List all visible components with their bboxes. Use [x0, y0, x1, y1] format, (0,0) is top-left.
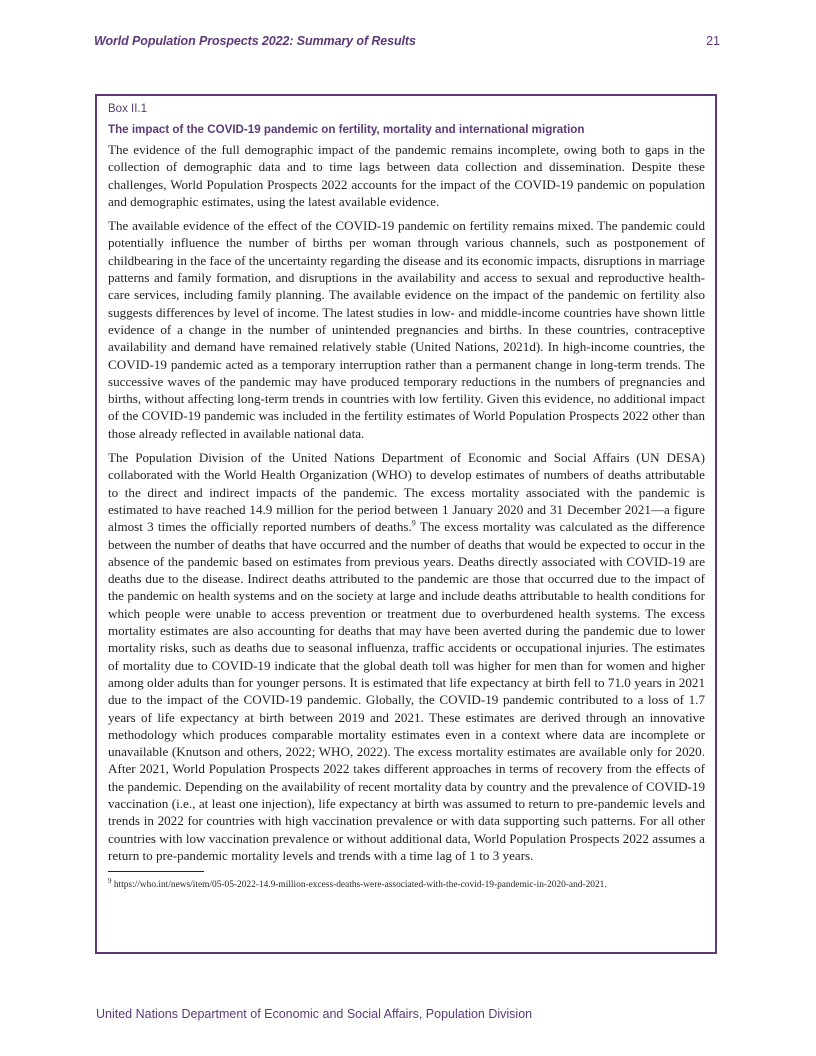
- footnote-reference[interactable]: 9: [411, 518, 416, 528]
- footnote: [108, 875, 705, 891]
- footnote-mark: 9: [108, 877, 112, 886]
- running-header-title: World Population Prospects 2022: Summary of Results: [94, 34, 416, 48]
- paragraph-2: The available evidence of the effect of the COVID-19 pandemic on fertility remains mixed. The pandemic could potentially influence the number of births per woman through various channels, such as postponement of childbearing in the face of the uncertainty regarding the disease and its economic impacts, disruptions in marriage patterns and family formation, and disruptions in the availability and access to sexual and reproductive health-care services, including family planning. The available evidence on the impact of the pandemic on fertility also suggests differences by level of income. The latest studies in low- and middle-income countries have shown little evidence of a change in the number of unintended pregnancies and births. In these countries, contraceptive availability and demand have remained relatively stable (United Nations, 2021d). In high-income countries, the COVID-19 pandemic acted as a temporary interruption rather than a permanent change in long-term trends. The successive waves of the pandemic may have produced temporary reductions in the numbers of pregnancies and births, without affecting long-term trends in countries with low fertility. Given this evidence, no additional impact of the COVID-19 pandemic was included in the fertility estimates of World Population Prospects 2022 other than those already reflected in available national data.: [108, 218, 705, 441]
- footnote-divider: [108, 871, 204, 872]
- page-number: 21: [706, 34, 720, 48]
- paragraph-3-part-1: The Population Division of the United Nations Department of Economic and Social Affairs (UN DESA) collaborated with the World Health Organization (WHO) to develop estimates of numbers of deaths attributable to the direct and indirect impacts of the pandemic. The excess mortality associated with the pandemic is estimated to have reached 14.9 million for the period between 1 January 2020 and 31 December 2021—a figure almost 3 times the officially reported numbers of deaths.: [108, 450, 705, 535]
- paragraph-1: The evidence of the full demographic impact of the pandemic remains incomplete, owing both to gaps in the collection of demographic data and to time lags between data collection and dissemination. Despite these challenges, World Population Prospects 2022 accounts for the impact of the COVID-19 pandemic on population and demographic estimates, using the latest available evidence.: [108, 142, 705, 209]
- footnote-link[interactable]: https://who.int/news/item/05-05-2022-14.9-million-excess-deaths-were-associated-with-the-covid-19-pandemic-in-2020-and-2021.: [113, 880, 607, 891]
- box-label: Box II.1: [108, 103, 147, 115]
- page-footer: United Nations Department of Economic and Social Affairs, Population Division: [96, 1007, 533, 1021]
- box-title: The impact of the COVID-19 pandemic on fertility, mortality and international migration: [108, 123, 585, 136]
- box-ii-1: [95, 94, 717, 954]
- paragraph-3: [108, 449, 705, 864]
- paragraph-3-part-2: The excess mortality was calculated as the difference between the number of deaths that have occurred and the number of deaths that would be expected to occur in the absence of the pandemic based on estimates from previous years. Deaths directly associated with COVID-19 are deaths due to the disease. Indirect deaths attributed to the pandemic are those that occurred due to the impact of the pandemic on health systems and on the society at large and include deaths attributable to health conditions for which people were unable to access prevention or treatment due to overburdened health systems. The excess mortality estimates are also accounting for deaths that may have been averted during the pandemic due to lower mortality risks, such as deaths due to seasonal influenza, traffic accidents or occupational injuries. The estimates of mortality due to COVID-19 indicate that the global death toll was higher for men than for women and higher among older adults than for younger persons. It is estimated that life expectancy at birth fell to 71.0 years in 2021 due to the impact of the COVID-19 pandemic. Globally, the COVID-19 pandemic contributed to a loss of 1.7 years of life expectancy at birth between 2019 and 2021. These estimates are derived through an innovative methodology which produces comparable mortality estimates even in a context where data are incomplete or unavailable (Knutson and others, 2022; WHO, 2022). The excess mortality estimates are available only for 2020. After 2021, World Population Prospects 2022 takes different approaches in terms of recovery from the effects of the pandemic. Depending on the availability of recent mortality data by country and the prevalence of COVID-19 vaccination (i.e., at least one injection), life expectancy at birth was assumed to return to pre-pandemic levels and trends in 2022 for countries with high vaccination prevalence or with data supporting such patterns. For all other countries with low vaccination prevalence or without additional data, World Population Prospects 2022 assumes a return to pre-pandemic mortality levels and trends with a time lag of 1 to 3 years.: [108, 519, 705, 863]
